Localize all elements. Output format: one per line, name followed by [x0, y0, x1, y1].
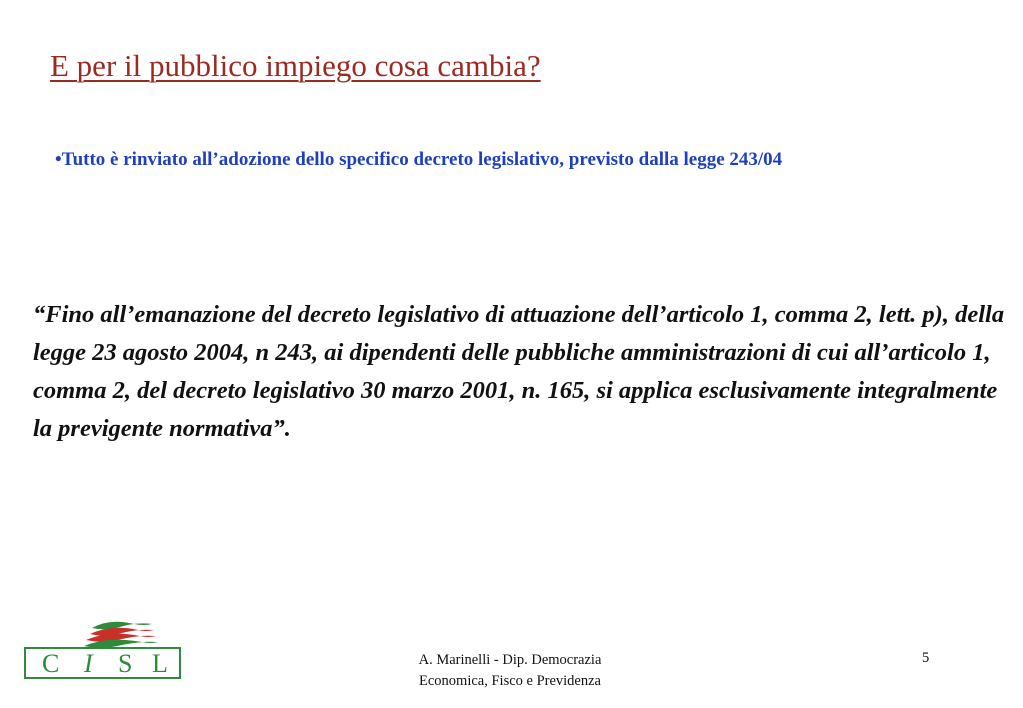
- logo-letter-l: L: [152, 649, 168, 678]
- cisl-logo-graphic: [24, 618, 182, 680]
- logo-letter-i: I: [84, 649, 93, 678]
- law-quote: “Fino all’emanazione del decreto legislativo di attuazione dell’articolo 1, comma 2, lett. p), della legge 23 agosto 2004, n 243, ai dipendenti delle pubbliche amministrazioni di cui all’articolo 1, comma 2, del decreto legislativo 30 marzo 2001, n. 165, si applica esclusivamente integralmente la previgente normativa”.: [33, 301, 1005, 442]
- page-number: 5: [922, 650, 930, 666]
- logo-letter-c: C: [42, 649, 60, 678]
- footer-author-line1: A. Marinelli - Dip. Democrazia: [418, 652, 602, 668]
- bullet-point: •Tutto è rinviato all’adozione dello specifico decreto legislativo, previsto dalla legge 243/04: [55, 149, 783, 170]
- cisl-logo: [24, 618, 182, 680]
- footer-author: [380, 650, 640, 692]
- slide-title: E per il pubblico impiego cosa cambia?: [50, 48, 541, 83]
- logo-letter-s: S: [118, 649, 133, 678]
- footer-author-line2: Economica, Fisco e Previdenza: [419, 673, 601, 689]
